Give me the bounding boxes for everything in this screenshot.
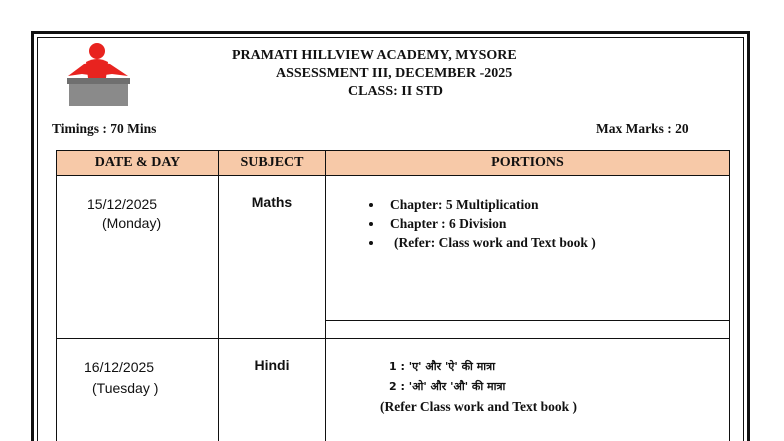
subject-cell: Maths (219, 176, 326, 339)
logo-body (86, 59, 108, 78)
portions-content (326, 176, 729, 320)
date-cell (57, 176, 219, 339)
table-row (57, 176, 730, 339)
portion-line: 2 : 'ओ' और 'औ' की मात्रा (389, 380, 506, 393)
portions-cell (326, 339, 730, 441)
timings-label: Timings : 70 Mins (52, 121, 157, 136)
exam-schedule-table (56, 150, 730, 441)
logo-desk (69, 82, 128, 106)
column-header-subject: SUBJECT (219, 151, 326, 176)
table-header-row (57, 151, 730, 176)
exam-date: 15/12/2025 (87, 196, 158, 212)
portions-list (326, 195, 729, 252)
date-cell (57, 339, 219, 441)
school-name: PRAMATI HILLVIEW ACADEMY, MYSORE (232, 48, 517, 63)
portions-cell (326, 176, 730, 339)
max-marks-label: Max Marks : 20 (596, 121, 689, 136)
portion-line: (Refer Class work and Text book ) (380, 399, 578, 414)
document-header (200, 47, 580, 101)
logo-head (89, 43, 105, 59)
exam-date: 16/12/2025 (84, 359, 155, 375)
list-item: • Chapter : 6 Division (384, 214, 729, 233)
subject-cell: Hindi (219, 339, 326, 441)
class-label: CLASS: II STD (348, 84, 443, 99)
exam-day: (Monday) (102, 215, 162, 231)
logo-desk-top (67, 78, 130, 84)
portion-line: 1 : 'ए' और 'ऐ' की मात्रा (389, 360, 496, 373)
portions-divider (326, 320, 729, 338)
assessment-title: ASSESSMENT III, DECEMBER -2025 (276, 66, 513, 81)
column-header-date: DATE & DAY (57, 151, 219, 176)
school-logo-icon (66, 40, 132, 108)
table-row (57, 339, 730, 441)
list-item: • (Refer: Class work and Text book ) (384, 233, 729, 252)
list-item: • Chapter: 5 Multiplication (384, 195, 729, 214)
exam-day: (Tuesday ) (92, 380, 159, 396)
column-header-portions: PORTIONS (326, 151, 730, 176)
